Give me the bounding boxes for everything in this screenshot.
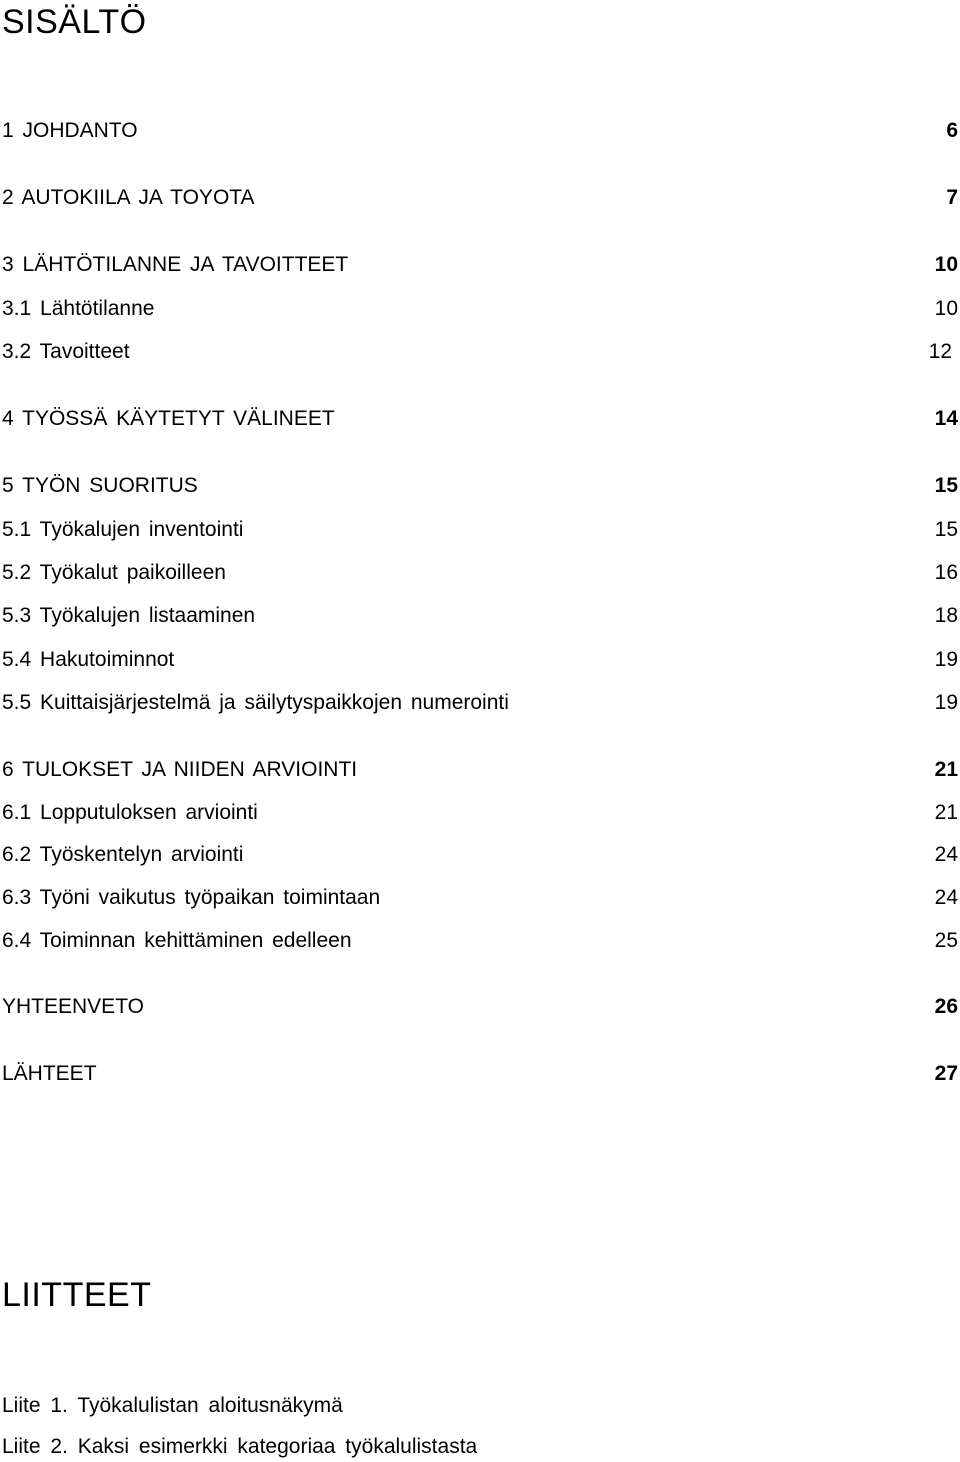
toc-entry-summary[interactable] [2,992,958,1022]
toc-title: SISÄLTÖ [2,3,147,41]
toc-entry-label: 6.3 Työni vaikutus työpaikan toimintaan [2,886,381,909]
appendices-title: LIITTEET [2,1276,152,1314]
toc-entry-section-5-5[interactable] [2,688,958,718]
toc-entry-page: 14 [934,407,958,430]
toc-entry-section-3-1[interactable] [2,294,958,324]
toc-entry-section-6-1[interactable] [2,798,958,828]
toc-entry-label: 2 AUTOKIILA JA TOYOTA [2,186,255,209]
toc-entry-label: 3.2 Tavoitteet [2,340,130,363]
toc-entry-label: 5.1 Työkalujen inventointi [2,518,244,541]
toc-entry-label: 5.4 Hakutoiminnot [2,648,175,671]
toc-entry-page: 12 [928,340,952,363]
toc-entry-page: 27 [934,1062,958,1085]
toc-entry-references[interactable] [2,1059,958,1089]
toc-entry-page: 19 [934,648,958,671]
toc-entry-chapter-4[interactable] [2,404,958,434]
toc-entry-page: 7 [946,186,958,209]
toc-entry-label: 3.1 Lähtötilanne [2,297,155,320]
toc-entry-chapter-2[interactable] [2,183,958,213]
toc-entry-label: 5.5 Kuittaisjärjestelmä ja säilytyspaikkojen numerointi [2,691,509,714]
toc-entry-page: 19 [934,691,958,714]
toc-entry-chapter-6[interactable] [2,755,958,785]
toc-entry-page: 21 [934,801,958,824]
toc-entry-label: 6.2 Työskentelyn arviointi [2,843,244,866]
toc-entry-label: LÄHTEET [2,1062,97,1085]
appendix-item-2[interactable]: Liite 2. Kaksi esimerkki kategoriaa työkalulistasta [2,1435,478,1458]
toc-entry-section-5-1[interactable] [2,515,958,545]
toc-entry-section-5-2[interactable] [2,558,958,588]
toc-entry-label: 5.2 Työkalut paikoilleen [2,561,226,584]
toc-entry-section-6-2[interactable] [2,840,958,870]
toc-entry-label: 1 JOHDANTO [2,119,138,142]
toc-entry-section-6-3[interactable] [2,883,958,913]
toc-entry-chapter-1[interactable] [2,116,958,146]
toc-entry-page: 6 [946,119,958,142]
toc-entry-page: 16 [934,561,958,584]
toc-entry-page: 26 [934,995,958,1018]
toc-entry-page: 25 [934,929,958,952]
toc-entry-page: 15 [934,518,958,541]
toc-entry-chapter-5[interactable] [2,471,958,501]
toc-entry-label: 4 TYÖSSÄ KÄYTETYT VÄLINEET [2,407,335,430]
toc-entry-page: 10 [934,253,958,276]
toc-entry-label: 6 TULOKSET JA NIIDEN ARVIOINTI [2,758,358,781]
toc-entry-page: 15 [934,474,958,497]
toc-entry-section-5-4[interactable] [2,645,958,675]
toc-entry-page: 24 [934,886,958,909]
toc-entry-page: 24 [934,843,958,866]
appendix-item-1[interactable]: Liite 1. Työkalulistan aloitusnäkymä [2,1394,343,1417]
toc-entry-label: 5.3 Työkalujen listaaminen [2,604,256,627]
toc-entry-label: 6.4 Toiminnan kehittäminen edelleen [2,929,352,952]
toc-entry-page: 10 [934,297,958,320]
toc-entry-section-3-2[interactable] [2,337,958,367]
toc-entry-page: 21 [934,758,958,781]
toc-entry-page: 18 [934,604,958,627]
toc-entry-label: YHTEENVETO [2,995,144,1018]
toc-entry-chapter-3[interactable] [2,250,958,280]
toc-entry-label: 5 TYÖN SUORITUS [2,474,198,497]
toc-entry-section-5-3[interactable] [2,601,958,631]
toc-entry-label: 6.1 Lopputuloksen arviointi [2,801,258,824]
toc-entry-section-6-4[interactable] [2,926,958,956]
toc-entry-label: 3 LÄHTÖTILANNE JA TAVOITTEET [2,253,349,276]
